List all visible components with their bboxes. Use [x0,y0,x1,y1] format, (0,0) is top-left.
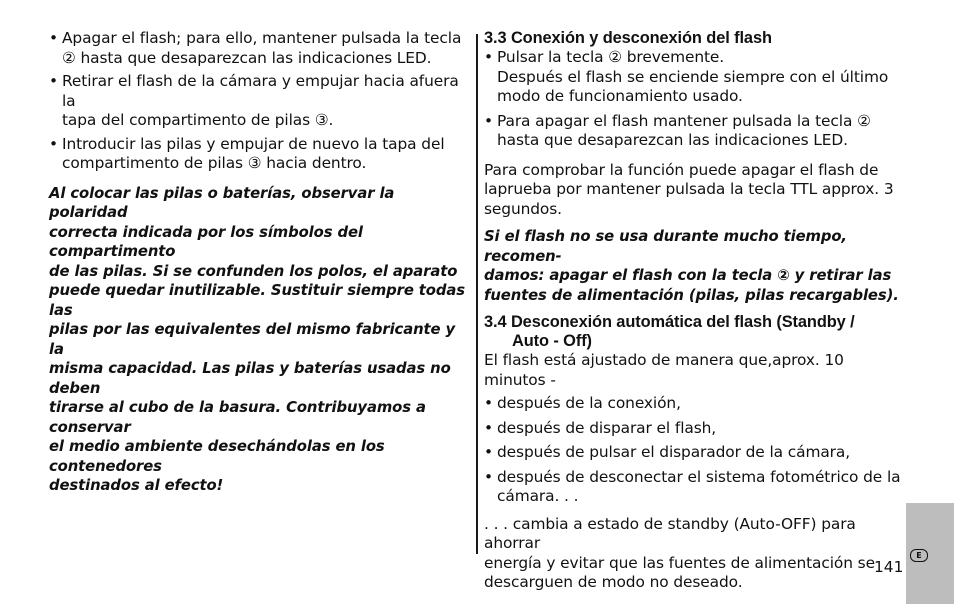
paragraph-line: laprueba por mantener pulsada la tecla TTL approx. 3 [484,180,894,198]
list-item-line: modo de funcionamiento usado. [497,87,743,105]
language-badge: E [910,549,928,562]
warning-line: destinados al efecto! [49,477,224,494]
list-item-line: cámara. . . [497,487,579,505]
list-item [484,112,904,151]
warning-line: fuentes de alimentación (pilas, pilas recargables). [484,286,899,304]
warning-line: damos: apagar el flash con la tecla ② y retirar las [484,267,892,284]
heading-line: Auto - Off) [512,332,592,350]
list-item-line: ② hasta que desaparezcan las indicaciones LED. [62,48,432,67]
warning-line: de las pilas. Si se confunden los polos, el aparato [49,262,458,280]
warning-line: puede quedar inutilizable. Sustituir siempre todas las [49,282,465,319]
warning-line: misma capacidad. Las pilas y baterías usadas no deben [49,360,451,397]
paragraph-line: energía y evitar que las fuentes de alimentación se [484,553,875,572]
function-test-paragraph [484,161,904,220]
column-divider [476,34,478,554]
list-item-line: compartimento de pilas ③ hacia dentro. [62,154,367,172]
list-item [484,419,904,439]
battery-warning [49,184,469,496]
warning-line: Si el flash no se usa durante mucho tiempo, recomen- [484,228,847,265]
list-item-line: • Retirar el flash de la cámara y empujar hacia afuera la [62,72,459,110]
list-item [484,443,904,463]
paragraph-line: . . . cambia a estado de standby (Auto-OFF) para ahorrar [484,514,856,552]
list-item-line: • Pulsar la tecla ② brevemente. [497,48,725,66]
list-item-line: • después de disparar el flash, [497,418,717,437]
heading-line: 3.4 Desconexión automática del flash (Standby / [484,313,855,331]
paragraph-line: Para comprobar la función puede apagar el flash de [484,160,879,179]
standby-intro: El flash está ajustado de manera que,aprox. 10 minutos - [484,351,844,389]
list-item [49,72,469,131]
paragraph-line: descarguen de modo no deseado. [484,573,743,591]
list-item-line: hasta que desaparezcan las indicaciones LED. [497,131,848,149]
list-item-line: Después el flash se enciende siempre con el último [497,67,889,86]
list-item-line: • Introducir las pilas y empujar de nuevo la tapa del [62,134,445,153]
warning-line: Al colocar las pilas o baterías, observar la polaridad [49,184,395,221]
warning-line: pilas por las equivalentes del mismo fabricante y la [49,321,456,358]
list-item-line: • después de la conexión, [497,394,681,412]
warning-line: correcta indicada por los símbolos del compartimento [49,223,363,260]
paragraph-line: segundos. [484,199,562,218]
storage-warning [484,227,904,305]
standby-closing-paragraph [484,515,904,593]
section-heading-3-4 [484,313,904,351]
warning-line: tirarse al cubo de la basura. Contribuyamos a conservar [49,399,426,436]
left-column [49,29,469,496]
list-item-line: • Para apagar el flash mantener pulsada la tecla ② [497,111,871,130]
right-column [484,29,904,593]
list-item [49,29,469,68]
list-item [484,48,904,107]
list-item-line: • después de pulsar el disparador de la cámara, [497,443,851,461]
list-item [484,468,904,507]
page-number: 141 [874,558,904,576]
list-item-line: tapa del compartimento de pilas ③. [62,111,334,129]
list-item [49,135,469,174]
warning-line: el medio ambiente desechándolas en los contenedores [49,438,385,475]
list-item-line: • después de desconectar el sistema fotométrico de la [497,467,901,486]
list-item [484,394,904,414]
section-heading-3-3: 3.3 Conexión y desconexión del flash [484,29,772,47]
list-item-line: • Apagar el flash; para ello, mantener pulsada la tecla [62,29,462,47]
